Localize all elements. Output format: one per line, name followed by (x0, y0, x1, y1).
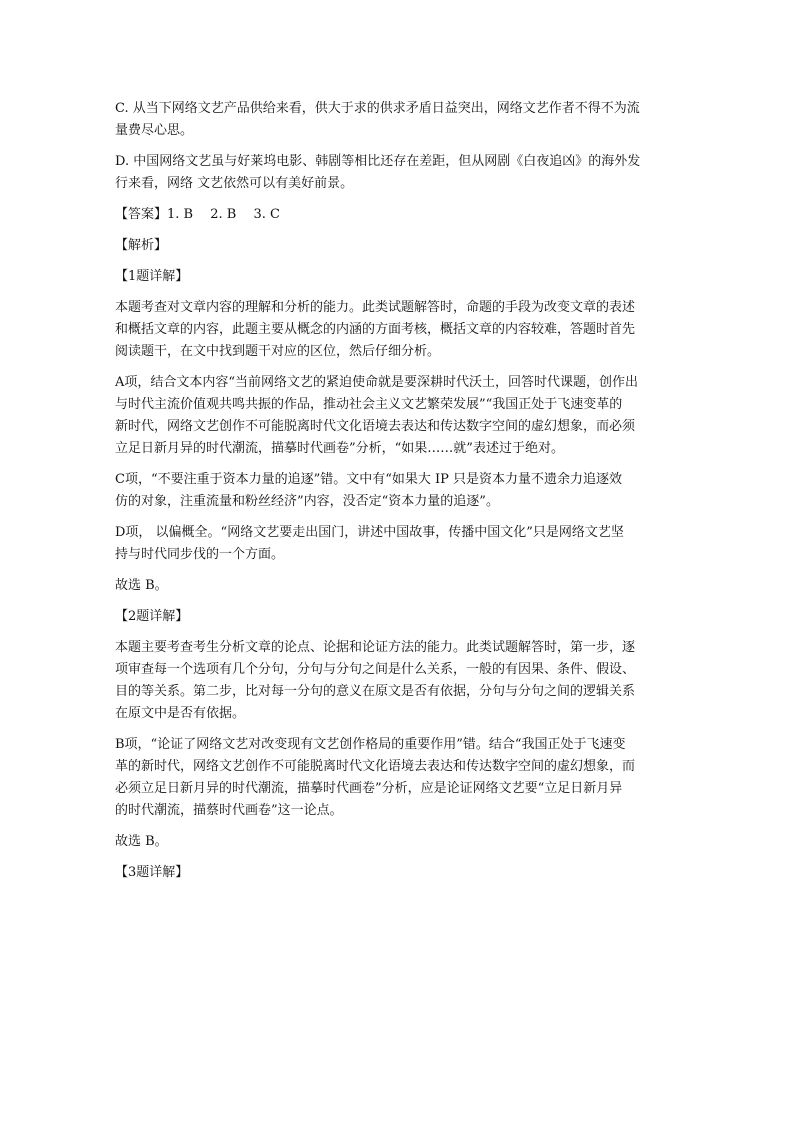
q2-heading (115, 606, 687, 628)
text-line: 项审查每一个选项有几个分句，分句与分句之间是什么关系，一般的有因果、条件、假设、 (115, 662, 636, 677)
text-line: 【2题详解】 (115, 609, 189, 624)
text-line: 【1题详解】 (115, 269, 189, 284)
q1-heading (115, 266, 687, 288)
q1-item-d-paragraph (115, 522, 687, 566)
q1-conclusion (115, 575, 687, 597)
text-line: C. 从当下网络文艺产品供给来看，供大于求的供求矛盾日益突出，网络文艺作者不得不为流 (115, 101, 640, 116)
text-line: 和概括文章的内容，此题主要从概念的内涵的方面考核，概括文章的内容较难，答题时首先 (115, 322, 636, 337)
q3-heading (115, 862, 687, 884)
option-c-paragraph (115, 98, 687, 142)
document-body (115, 98, 687, 884)
text-line: 与时代主流价值观共鸣共振的作品，推动社会主义文艺繁荣发展”“我国正处于飞速变革的 (115, 397, 623, 412)
text-line: 立足日新月异的时代潮流，描摹时代画卷”分析，“如果……就”表述过于绝对。 (115, 441, 564, 456)
text-line: 在原文中是否有依据。 (115, 706, 246, 721)
q2-intro-paragraph (115, 637, 687, 725)
analysis-heading (115, 235, 687, 257)
text-line: 革的新时代，网络文艺创作不可能脱离时代文化语境去表达和传达数字空间的虚幻想象，而 (115, 759, 636, 774)
text-line: 新时代，网络文艺创作不可能脱离时代文化语境去表达和传达数字空间的虚幻想象，而必须 (115, 419, 636, 434)
answer-line (115, 204, 687, 226)
text-line: D项， 以偏概全。“网络文艺要走出国门，讲述中国故事，传播中国文化”只是网络文艺坚 (115, 525, 624, 540)
text-line: 本题主要考查考生分析文章的论点、论据和论证方法的能力。此类试题解答时，第一步，逐 (115, 640, 636, 655)
text-line: 故选 B。 (115, 578, 168, 593)
text-line: C项，“不要注重于资本力量的追逐”错。文中有“如果大 IP 只是资本力量不遗余力追逐效 (115, 472, 623, 487)
q1-intro-paragraph (115, 297, 687, 363)
text-line: 的时代潮流，描蔡时代画卷”这一论点。 (115, 803, 343, 818)
q2-item-b-paragraph (115, 734, 687, 822)
text-line: 故选 B。 (115, 834, 168, 849)
text-line: A项，结合文本内容“当前网络文艺的紧迫使命就是要深耕时代沃土，回答时代课题，创作出 (115, 375, 639, 390)
text-line: 【解析】 (115, 238, 168, 253)
q1-item-c-paragraph (115, 469, 687, 513)
text-line: D. 中国网络文艺虽与好莱坞电影、韩剧等相比还存在差距，但从网剧《白夜追凶》的海外发 (115, 154, 641, 169)
text-line: 阅读题干，在文中找到题干对应的区位，然后仔细分析。 (115, 344, 441, 359)
text-line: 目的等关系。第二步，比对每一分句的意义在原文是否有依据，分句与分句之间的逻辑关系 (115, 684, 636, 699)
text-line: B项，“论证了网络文艺对改变现有文艺创作格局的重要作用”错。结合“我国正处于飞速变 (115, 737, 626, 752)
text-line: 仿的对象，注重流量和粉丝经济”内容，没否定“资本力量的追逐”。 (115, 494, 499, 509)
q2-conclusion (115, 831, 687, 853)
option-d-paragraph (115, 151, 687, 195)
text-line: 行来看，网络 文艺依然可以有美好前景。 (115, 176, 354, 191)
q1-item-a-paragraph (115, 372, 687, 460)
text-line: 本题考查对文章内容的理解和分析的能力。此类试题解答时，命题的手段为改变文章的表述 (115, 300, 636, 315)
text-line: 持与时代同步伐的一个方面。 (115, 547, 285, 562)
text-line: 【3题详解】 (115, 865, 189, 880)
text-line: 量费尽心思。 (115, 123, 194, 138)
text-line: 必须立足日新月异的时代潮流，描摹时代画卷”分析，应是论证网络文艺要“立足日新月异 (115, 781, 623, 796)
text-line: 【答案】1. B 2. B 3. C (115, 207, 280, 222)
